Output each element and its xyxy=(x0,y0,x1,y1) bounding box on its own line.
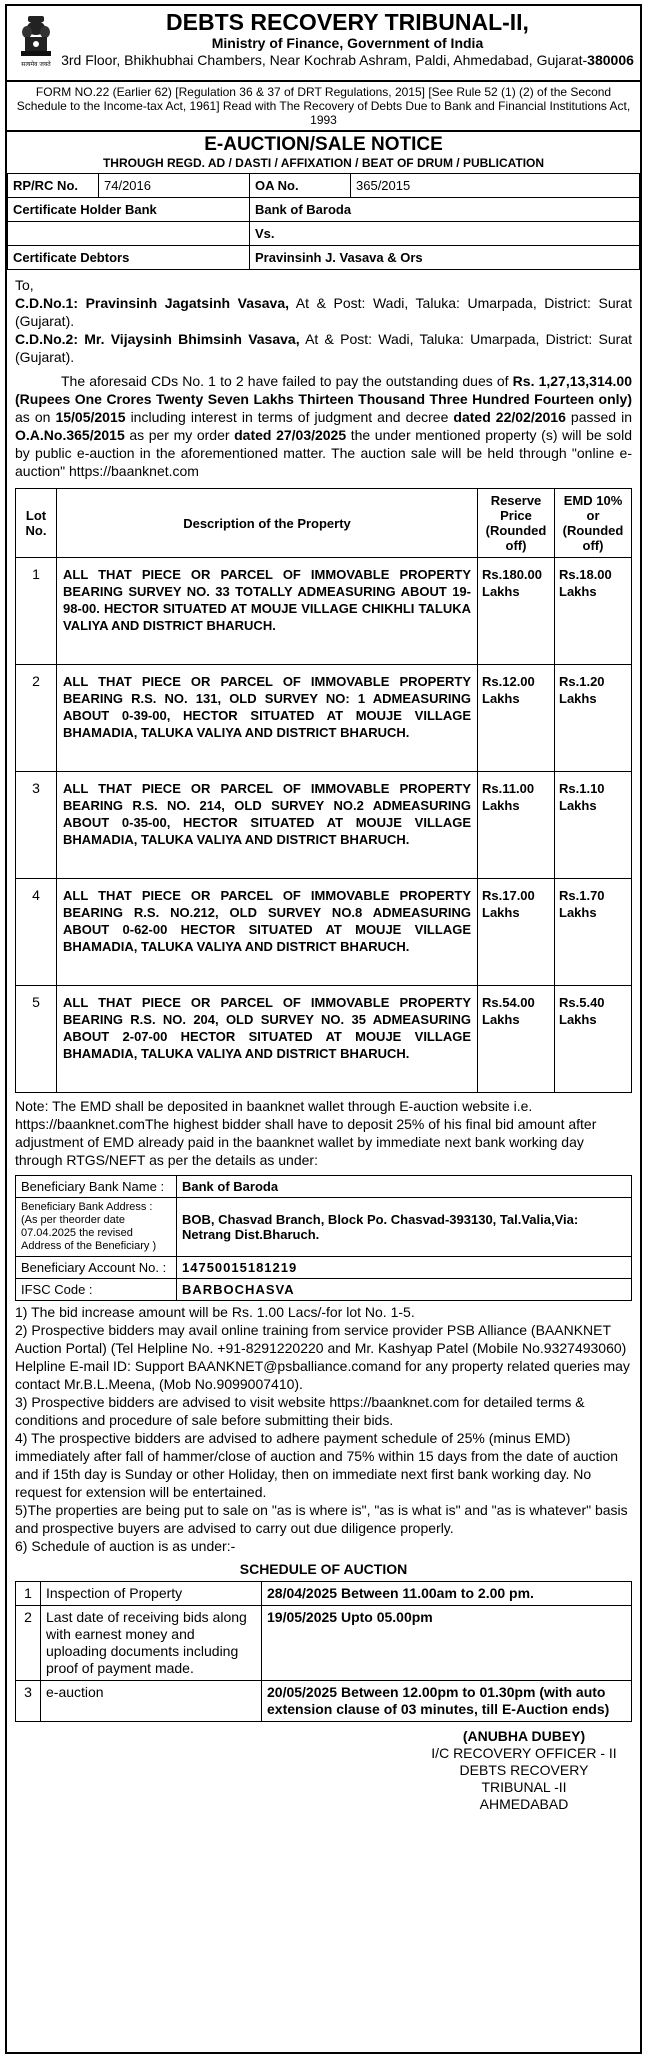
lot-number: 5 xyxy=(16,986,57,1093)
tribunal-title: DEBTS RECOVERY TRIBUNAL-II, xyxy=(166,9,529,35)
table-row xyxy=(16,558,632,665)
emd-amount: Rs.1.20 Lakhs xyxy=(555,665,632,772)
property-description: ALL THAT PIECE OR PARCEL OF IMMOVABLE PROPERTY BEARING R.S. NO. 214, OLD SURVEY NO.2 ADMEASURING ABOUT 0-35-00, HECTOR SITUATED AT MOUJE VILLAGE BHAMADIA, TALUKA VALIYA AND DISTRICT BHARUCH. xyxy=(57,772,478,879)
holder-value: Bank of Baroda xyxy=(250,198,640,222)
emd-amount: Rs.1.70 Lakhs xyxy=(555,879,632,986)
rp-value: 74/2016 xyxy=(99,174,250,198)
emd-amount: Rs.1.10 Lakhs xyxy=(555,772,632,879)
account-label: Beneficiary Account No. : xyxy=(16,1257,177,1279)
oa-label: OA No. xyxy=(250,174,351,198)
lot-number: 4 xyxy=(16,879,57,986)
reserve-price: Rs.180.00 Lakhs xyxy=(478,558,555,665)
term-item: 5)The properties are being put to sale on "as is where is", "as is what is" and "as is whatever" basis and prospective buyers are advised to carry out due diligence properly. xyxy=(15,1502,628,1536)
emd-amount: Rs.18.00 Lakhs xyxy=(555,558,632,665)
form-reference: FORM NO.22 (Earlier 62) [Regulation 36 & 37 of DRT Regulations, 2015] [See Rule 52 (1) (2) of the Second Schedule to the Income-tax Act, 1961] Read with The Recovery of Debts Due to Bank and Financial Institutions Act, 1993 xyxy=(7,82,640,132)
schedule-date: 19/05/2025 Upto 05.00pm xyxy=(262,1606,632,1681)
debtors-label: Certificate Debtors xyxy=(8,246,250,270)
term-item: 4) The prospective bidders are advised to adhere payment schedule of 25% (minus EMD) immediately after fall of hammer/close of auction and 75% within 15 days from the date of auction and if 15th day is Sunday or other Holiday, then on immediate next first bank working day. No request for extension will be entertained. xyxy=(15,1430,619,1500)
schedule-number: 1 xyxy=(16,1582,41,1606)
schedule-date: 28/04/2025 Between 11.00am to 2.00 pm. xyxy=(262,1582,632,1606)
schedule-row xyxy=(16,1606,632,1681)
property-description: ALL THAT PIECE OR PARCEL OF IMMOVABLE PROPERTY BEARING R.S. NO.212, OLD SURVEY NO.8 ADMEASURING ABOUT 0-62-00 HECTOR SITUATED AT MOUJE VILLAGE BHAMADIA, TALUKA VALIYA AND DISTRICT BHARUCH. xyxy=(57,879,478,986)
schedule-row xyxy=(16,1582,632,1606)
notice-title: E-AUCTION/SALE NOTICE xyxy=(204,134,443,155)
ifsc-label: IFSC Code : xyxy=(16,1279,177,1301)
bank-address-label: Beneficiary Bank Address : (As per theorder date 07.04.2025 the revised Address of the Beneficiary ) xyxy=(16,1198,177,1257)
schedule-item: Inspection of Property xyxy=(41,1582,262,1606)
debtors-value: Pravinsinh J. Vasava & Ors xyxy=(250,246,640,270)
reserve-price: Rs.11.00 Lakhs xyxy=(478,772,555,879)
vs-label: Vs. xyxy=(250,222,640,246)
schedule-table xyxy=(15,1581,632,1722)
table-row xyxy=(16,665,632,772)
signature-block xyxy=(7,1728,640,1813)
notice-body: The aforesaid CDs No. 1 to 2 have failed to pay the outstanding dues of Rs. 1,27,13,314.00 (Rupees One Crores Twenty Seven Lakhs Thirteen Thousand Three Hundred Fourteen only) as on 15/05/2015 including interest in terms of judgment and decree dated 22/02/2016 passed in O.A.No.365/2015 as per my order dated 27/03/2025 the under mentioned property (s) will be sold by public e-auction in the aforementioned matter. The auction sale will be held through "online e-auction" https://baanknet.com xyxy=(15,373,633,479)
schedule-number: 2 xyxy=(16,1606,41,1681)
table-row xyxy=(16,986,632,1093)
officer-name: (ANUBHA DUBEY) xyxy=(462,1728,586,1744)
rp-label: RP/RC No. xyxy=(8,174,99,198)
bank-address-value: BOB, Chasvad Branch, Block Po. Chasvad-393130, Tal.Valia,Via: Netrang Dist.Bharuch. xyxy=(177,1198,632,1257)
bank-name-label: Beneficiary Bank Name : xyxy=(16,1176,177,1198)
reserve-price: Rs.17.00 Lakhs xyxy=(478,879,555,986)
term-item: 2) Prospective bidders may avail online training from service provider PSB Alliance (BAANKNET Auction Portal) (Tel Helpline No. +91-8291220220 and Mr. Kashyap Patel (Mobile No.9327493060) Helpline E-mail ID: Support BAANKNET@psballiance.comand for any property related queries may contact Mr.B.L.Meena, (Mob No.9099007410). xyxy=(15,1322,630,1392)
ifsc-value: BARBOCHASVA xyxy=(177,1279,632,1301)
table-row xyxy=(16,879,632,986)
lot-number: 2 xyxy=(16,665,57,772)
schedule-row xyxy=(16,1681,632,1722)
notice-page xyxy=(5,4,642,2054)
reserve-price: Rs.12.00 Lakhs xyxy=(478,665,555,772)
bank-name-value: Bank of Baroda xyxy=(177,1176,632,1198)
schedule-item: Last date of receiving bids along with earnest money and uploading documents including proof of payment made. xyxy=(41,1606,262,1681)
account-value: 14750015181219 xyxy=(177,1257,632,1279)
header xyxy=(7,6,640,82)
schedule-item: e-auction xyxy=(41,1681,262,1722)
property-description: ALL THAT PIECE OR PARCEL OF IMMOVABLE PROPERTY BEARING R.S. NO. 131, OLD SURVEY NO: 1 ADMEASURING ABOUT 0-39-00, HECTOR SITUATED AT MOUJE VILLAGE BHAMADIA, TALUKA VALIYA AND DISTRICT BHARUCH. xyxy=(57,665,478,772)
case-details-table xyxy=(7,173,640,270)
emblem-caption: सत्यमेव जयते xyxy=(21,61,51,68)
holder-label: Certificate Holder Bank xyxy=(8,198,250,222)
lot-number: 1 xyxy=(16,558,57,665)
oa-value: 365/2015 xyxy=(351,174,640,198)
table-row xyxy=(16,772,632,879)
cd2-address: C.D.No.2: Mr. Vijaysinh Bhimsinh Vasava, At & Post: Wadi, Taluka: Umarpada, District: Surat (Gujarat). xyxy=(15,331,632,365)
cd1-address: C.D.No.1: Pravinsinh Jagatsinh Vasava, At & Post: Wadi, Taluka: Umarpada, District: Surat (Gujarat). xyxy=(15,295,632,329)
ministry-line: Ministry of Finance, Government of India xyxy=(211,35,484,51)
schedule-title: SCHEDULE OF AUCTION xyxy=(239,1561,408,1577)
office-name: DEBTS RECOVERY TRIBUNAL -II xyxy=(459,1762,589,1795)
col-reserve: Reserve Price (Rounded off) xyxy=(478,489,555,558)
to-label: To, xyxy=(15,277,34,293)
emd-note: Note: The EMD shall be deposited in baanknet wallet through E-auction website i.e. https://baanknet.comThe highest bidder shall have to deposit 25% of his final bid amount after adjustment of EMD already paid in the baanknet wallet by immediate next bank working day through RTGS/NEFT as per the details as under: xyxy=(15,1098,597,1168)
schedule-number: 3 xyxy=(16,1681,41,1722)
col-lot: Lot No. xyxy=(16,489,57,558)
terms-list xyxy=(7,1301,640,1555)
beneficiary-table xyxy=(15,1175,632,1301)
notice-subtitle: THROUGH REGD. AD / DASTI / AFFIXATION / BEAT OF DRUM / PUBLICATION xyxy=(102,156,545,170)
term-item: 3) Prospective bidders are advised to visit website https://baanknet.com for detailed terms & conditions and procedure of sale before submitting their bids. xyxy=(15,1394,585,1428)
tribunal-address: 3rd Floor, Bhikhubhai Chambers, Near Kochrab Ashram, Paldi, Ahmedabad, Gujarat-380006 xyxy=(61,52,634,68)
addressees xyxy=(7,270,640,366)
term-item: 6) Schedule of auction is as under:- xyxy=(15,1538,236,1554)
property-description: ALL THAT PIECE OR PARCEL OF IMMOVABLE PROPERTY BEARING SURVEY NO. 33 TOTALLY ADMEASURING ABOUT 19-98-00. HECTOR SITUATED AT MOUJE VILLAGE CHIKHLI TALUKA VALIYA AND DISTRICT BHARUCH. xyxy=(57,558,478,665)
term-item: 1) The bid increase amount will be Rs. 1.00 Lacs/-for lot No. 1-5. xyxy=(15,1304,415,1320)
office-city: AHMEDABAD xyxy=(479,1796,569,1812)
reserve-price: Rs.54.00 Lakhs xyxy=(478,986,555,1093)
lot-number: 3 xyxy=(16,772,57,879)
col-emd: EMD 10% or (Rounded off) xyxy=(555,489,632,558)
officer-designation: I/C RECOVERY OFFICER - II xyxy=(431,1745,617,1761)
property-table xyxy=(15,488,632,1093)
national-emblem-icon xyxy=(15,12,57,70)
property-description: ALL THAT PIECE OR PARCEL OF IMMOVABLE PROPERTY BEARING R.S. NO. 204, OLD SURVEY NO. 35 ADMEASURING ABOUT 2-07-00 HECTOR SITUATED AT MOUJE VILLAGE BHAMADIA, TALUKA VALIYA AND DISTRICT BHARUCH. xyxy=(57,986,478,1093)
col-description: Description of the Property xyxy=(57,489,478,558)
emd-amount: Rs.5.40 Lakhs xyxy=(555,986,632,1093)
schedule-date: 20/05/2025 Between 12.00pm to 01.30pm (with auto extension clause of 03 minutes, till E-Auction ends) xyxy=(262,1681,632,1722)
